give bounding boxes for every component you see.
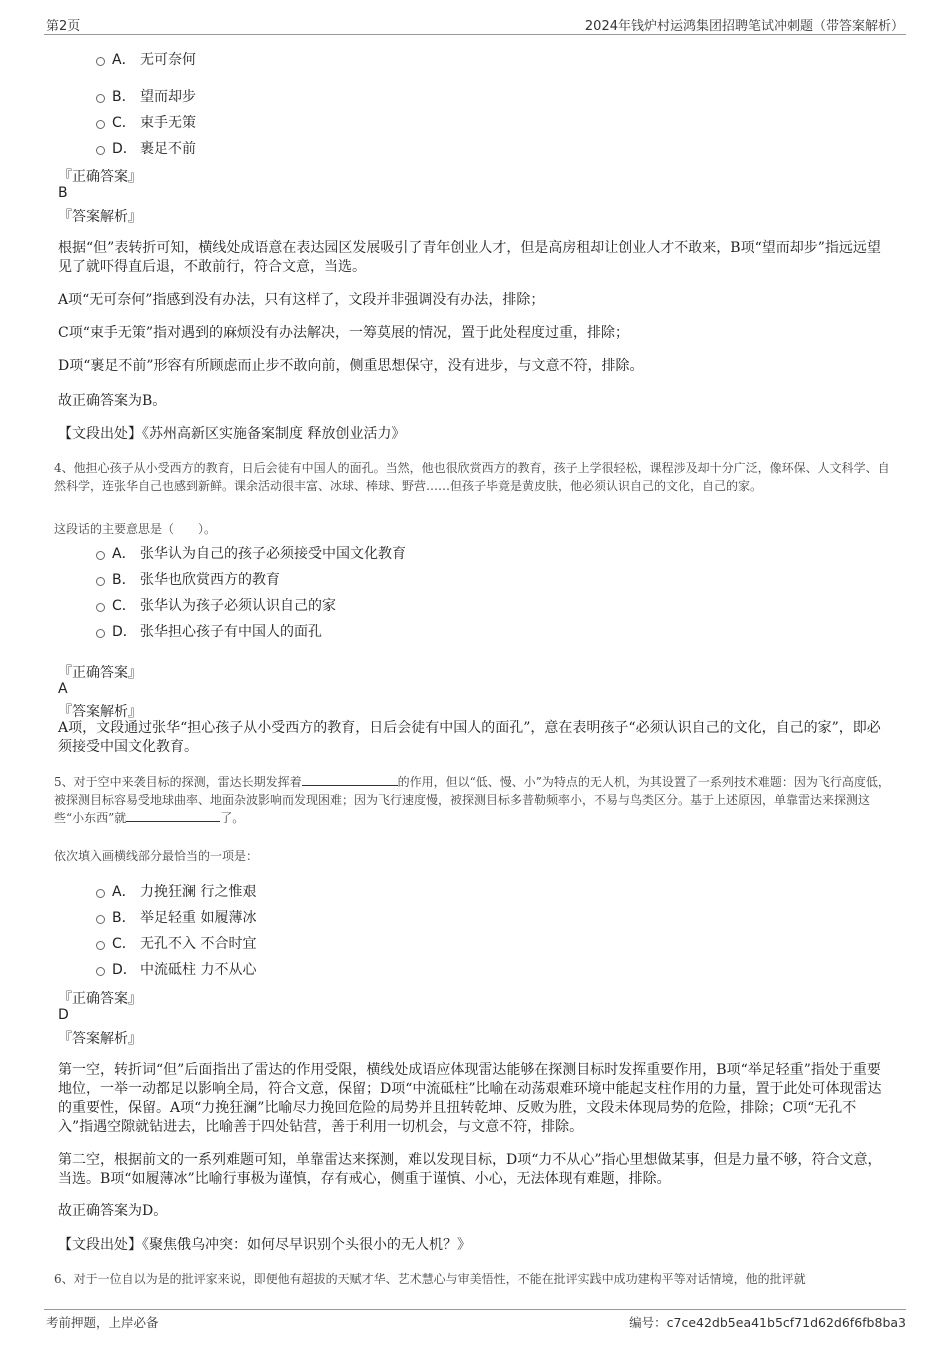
option-text: 张华认为自己的孩子必须接受中国文化教育 [140, 546, 406, 562]
radio-icon[interactable] [96, 57, 105, 66]
q4-option-d[interactable] [96, 621, 322, 641]
option-text: 张华也欣赏西方的教育 [140, 572, 280, 588]
option-letter: A． [112, 884, 136, 900]
q5-option-b[interactable] [96, 907, 256, 927]
option-letter: B． [112, 572, 136, 588]
footer-rule [44, 1309, 906, 1310]
option-text: 望而却步 [140, 89, 196, 105]
q3-source: 【文段出处】《苏州高新区实施备案制度 释放创业活力》 [58, 426, 406, 442]
option-letter: D． [112, 624, 137, 640]
q5-option-c[interactable] [96, 933, 256, 953]
q5-stem-part1: 5、对于空中来袭目标的探测，雷达长期发挥着 [54, 775, 302, 789]
code-value: c7ce42db5ea41b5cf71d62d6f6fb8ba3 [666, 1315, 906, 1330]
q5-stem [54, 773, 899, 827]
footer-code [629, 1313, 906, 1331]
q3-option-d[interactable] [96, 138, 196, 158]
option-text: 裹足不前 [140, 141, 196, 157]
radio-icon[interactable] [96, 941, 105, 950]
q3-analysis-p2: A项“无可奈何”指感到没有办法，只有这样了，文段并非强调没有办法，排除； [58, 292, 545, 308]
radio-icon[interactable] [96, 146, 105, 155]
q4-answer-label: 『正确答案』 [58, 665, 142, 681]
q5-question: 依次填入画横线部分最恰当的一项是： [54, 849, 259, 863]
blank-line-2 [126, 809, 220, 822]
q4-option-c[interactable] [96, 595, 336, 615]
option-text: 中流砥柱 力不从心 [140, 962, 257, 978]
q3-analysis-p3: C项“束手无策”指对遇到的麻烦没有办法解决，一筹莫展的情况，置于此处程度过重，排除； [58, 325, 630, 341]
q4-option-a[interactable] [96, 543, 406, 563]
option-text: 束手无策 [140, 115, 196, 131]
q5-analysis-label: 『答案解析』 [58, 1031, 142, 1047]
radio-icon[interactable] [96, 629, 105, 638]
q5-source: 【文段出处】《聚焦俄乌冲突：如何尽早识别个头很小的无人机？》 [58, 1237, 471, 1253]
q5-analysis-p3: 故正确答案为D。 [58, 1203, 168, 1219]
q4-answer: A [58, 681, 68, 697]
q3-analysis-p4: D项“裹足不前”形容有所顾虑而止步不敢向前，侧重思想保守，没有进步，与文意不符，排除。 [58, 358, 644, 374]
option-letter: D． [112, 962, 137, 978]
radio-icon[interactable] [96, 889, 105, 898]
option-text: 张华认为孩子必须认识自己的家 [140, 598, 336, 614]
q5-answer: D [58, 1007, 69, 1023]
q4-stem: 4、他担心孩子从小受西方的教育，日后会徒有中国人的面孔。当然，他也很欣赏西方的教育，孩子上学很轻松，课程涉及却十分广泛，像环保、人文科学、自然科学，连张华自己也感到新鲜。课余活动很丰富、冰球、棒球、野营……但孩子毕竟是黄皮肤，他必须认识自己的文化，自己的家。 [54, 461, 890, 493]
option-letter: C． [112, 115, 136, 131]
option-letter: B． [112, 910, 136, 926]
q3-analysis-p1: 根据“但”表转折可知，横线处成语意在表达园区发展吸引了青年创业人才，但是高房租却让创业人才不敢来，B项“望而却步”指远远望见了就吓得直后退，不敢前行，符合文意，当选。 [58, 240, 881, 275]
option-letter: C． [112, 936, 136, 952]
q4-question: 这段话的主要意思是（ ）。 [54, 522, 217, 536]
q3-answer-label: 『正确答案』 [58, 169, 142, 185]
option-letter: C． [112, 598, 136, 614]
q4-analysis-label: 『答案解析』 [58, 704, 142, 720]
q5-option-a[interactable] [96, 881, 256, 901]
q3-analysis-p5: 故正确答案为B。 [58, 393, 167, 409]
q5-answer-label: 『正确答案』 [58, 991, 142, 1007]
option-letter: A． [112, 546, 136, 562]
q3-option-a[interactable] [96, 49, 196, 69]
q3-answer: B [58, 185, 68, 201]
option-letter: B． [112, 89, 136, 105]
radio-icon[interactable] [96, 94, 105, 103]
radio-icon[interactable] [96, 603, 105, 612]
q6-stem: 6、对于一位自以为是的批评家来说，即便他有超拔的天赋才华、艺术慧心与审美悟性，不能在批评实践中成功建构平等对话情境，他的批评就 [54, 1272, 806, 1286]
option-text: 力挽狂澜 行之惟艰 [140, 884, 257, 900]
q5-stem-part2: 的作用，但以“低、慢、小”为特点的无人机，为其设置了一系列技术难题：因为飞行高度低，被探测目标容易受地球曲率、地面杂波影响而发现困难；因为飞行速度慢，被探测目标多普勒频率小，不易与鸟类区分。基于上述原因，单靠雷达来探测这些“小东西”就 [54, 775, 890, 825]
blank-line-1 [302, 773, 398, 786]
q3-analysis-label: 『答案解析』 [58, 209, 142, 225]
q5-option-d[interactable] [96, 959, 256, 979]
document-title: 2024年钱炉村运鸿集团招聘笔试冲刺题（带答案解析） [584, 19, 904, 34]
option-text: 无可奈何 [140, 52, 196, 68]
option-text: 无孔不入 不合时宜 [140, 936, 257, 952]
radio-icon[interactable] [96, 551, 105, 560]
q4-analysis: A项，文段通过张华“担心孩子从小受西方的教育，日后会徒有中国人的面孔”，意在表明孩子“必须认识自己的文化，自己的家”，即必须接受中国文化教育。 [58, 720, 881, 755]
page-number: 第2页 [46, 19, 81, 34]
q3-option-b[interactable] [96, 86, 196, 106]
option-text: 张华担心孩子有中国人的面孔 [140, 624, 322, 640]
option-text: 举足轻重 如履薄冰 [140, 910, 257, 926]
code-label: 编号： [629, 1315, 667, 1330]
option-letter: D． [112, 141, 137, 157]
q3-option-c[interactable] [96, 112, 196, 132]
footer-slogan: 考前押题，上岸必备 [46, 1315, 159, 1330]
q5-analysis-p2: 第二空，根据前文的一系列难题可知，单靠雷达来探测，难以发现目标，D项“力不从心”指心里想做某事，但是力量不够，符合文意，当选。B项“如履薄冰”比喻行事极为谨慎，存有戒心，侧重于谨慎、小心，无法体现有难题，排除。 [58, 1152, 882, 1187]
radio-icon[interactable] [96, 967, 105, 976]
radio-icon[interactable] [96, 577, 105, 586]
radio-icon[interactable] [96, 120, 105, 129]
q4-option-b[interactable] [96, 569, 280, 589]
radio-icon[interactable] [96, 915, 105, 924]
option-letter: A． [112, 52, 136, 68]
q5-stem-part3: 了。 [220, 811, 245, 825]
header-rule [44, 34, 906, 35]
q5-analysis-p1: 第一空，转折词“但”后面指出了雷达的作用受限，横线处成语应体现雷达能够在探测目标时发挥重要作用，B项“举足轻重”指处于重要地位，一举一动都足以影响全局，符合文意，保留；D项“中流砥柱”比喻在动荡艰难环境中能起支柱作用的力量，置于此处可体现雷达的重要性，保留。A项“力挽狂澜”比喻尽力挽回危险的局势并且扭转乾坤、反败为胜，文段未体现局势的危险，排除；C项“无孔不入”指遇空隙就钻进去，比喻善于四处钻营，善于利用一切机会，与文意不符，排除。 [58, 1062, 882, 1135]
